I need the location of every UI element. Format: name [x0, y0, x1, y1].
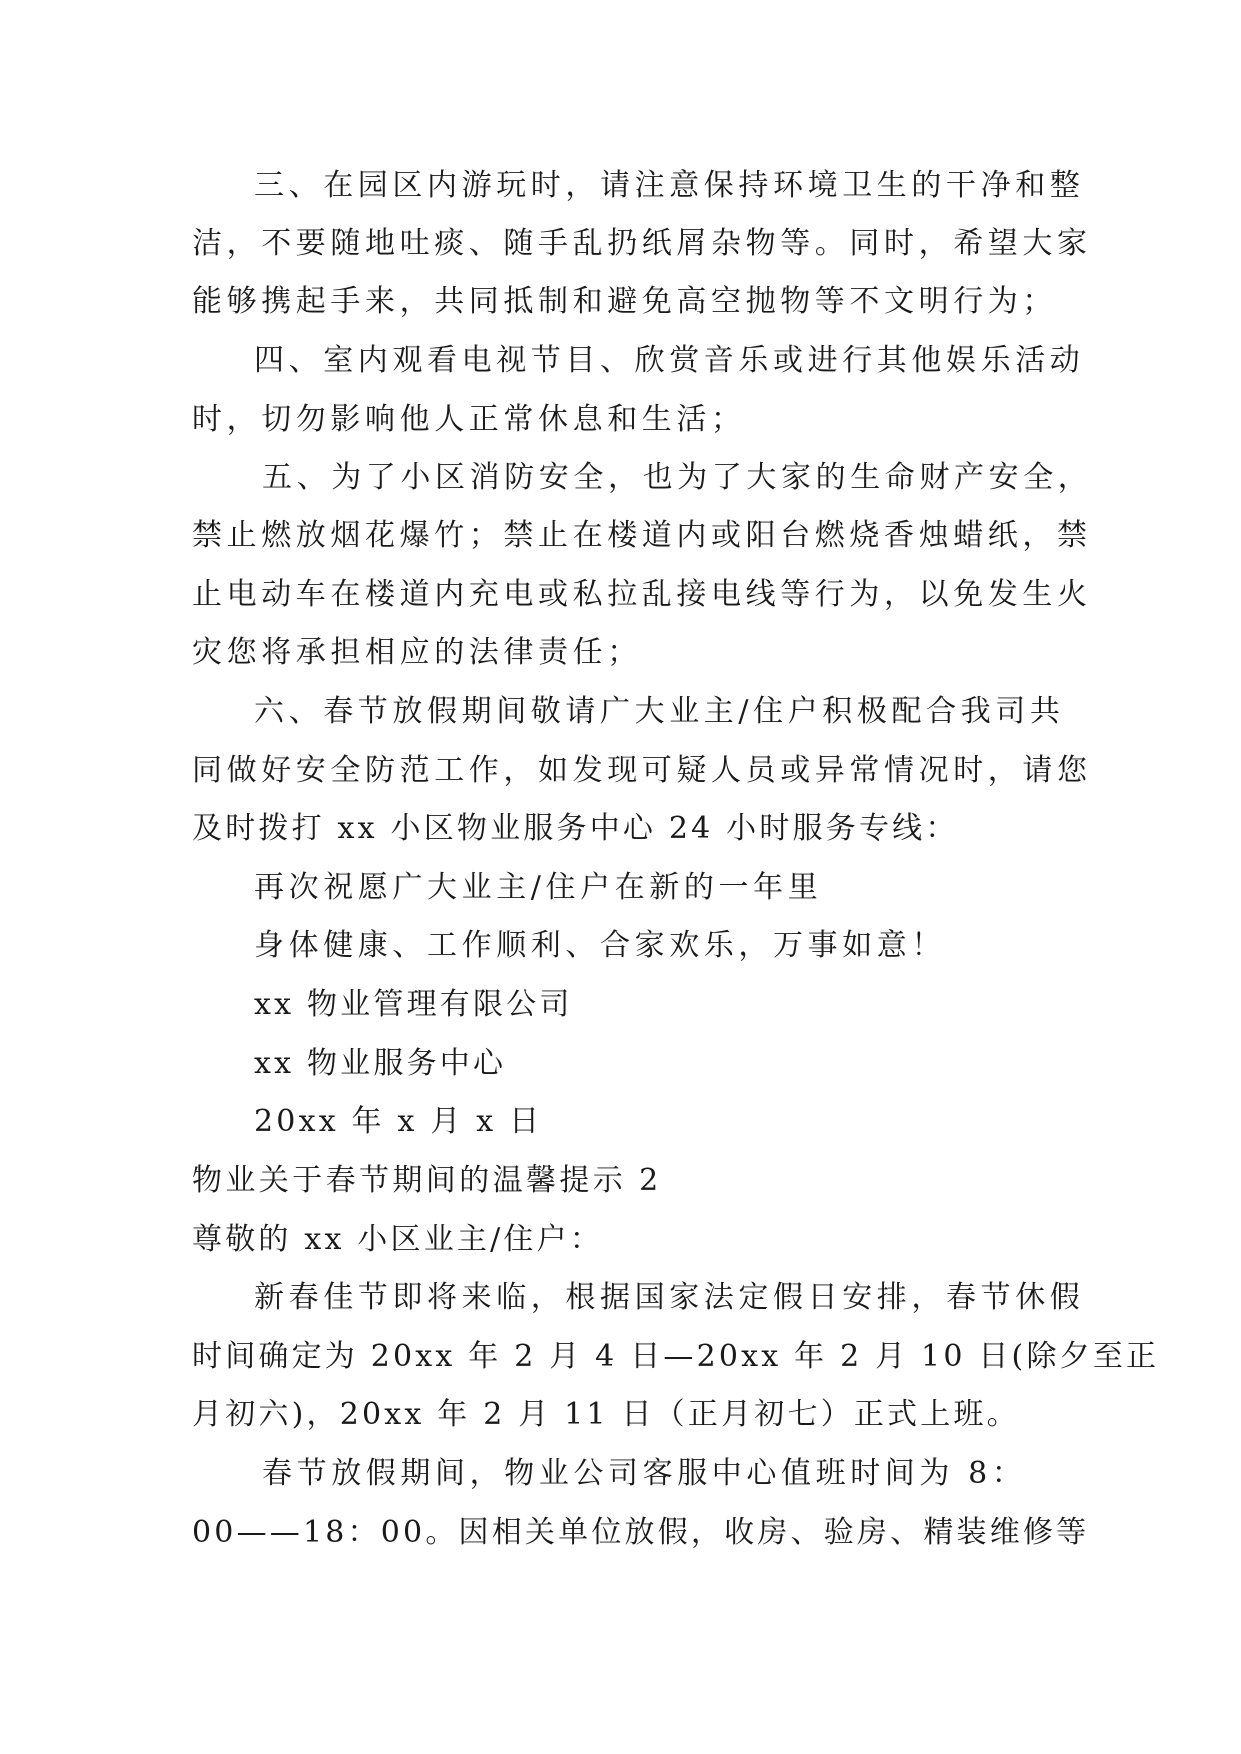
notice-paragraph-1-line-2: 时间确定为 20xx 年 2 月 4 日—20xx 年 2 月 10 日(除夕至正: [192, 1339, 1160, 1374]
paragraph-6-line-1: 六、春节放假期间敬请广大业主/住户积极配合我司共: [254, 694, 1065, 729]
paragraph-6-line-3: 及时拨打 xx 小区物业服务中心 24 小时服务专线：: [192, 811, 959, 846]
closing-wish-line-1: 再次祝愿广大业主/住户在新的一年里: [254, 870, 823, 905]
paragraph-3-line-3: 能够携起手来，共同抵制和避免高空抛物等不文明行为；: [192, 284, 1057, 319]
service-center-name: xx 物业服务中心: [254, 1046, 507, 1081]
notice-paragraph-1-line-1: 新春佳节即将来临，根据国家法定假日安排，春节休假: [254, 1280, 1085, 1315]
paragraph-6-line-2: 同做好安全防范工作，如发现可疑人员或异常情况时，请您: [192, 753, 1092, 788]
paragraph-5-line-4: 灾您将承担相应的法律责任；: [192, 635, 642, 670]
signature-date: 20xx 年 x 月 x 日: [254, 1104, 543, 1139]
paragraph-5-line-2: 禁止燃放烟花爆竹；禁止在楼道内或阳台燃烧香烛蜡纸，禁: [192, 518, 1092, 553]
paragraph-3-line-2: 洁，不要随地吐痰、随手乱扔纸屑杂物等。同时，希望大家: [192, 226, 1092, 261]
notice-paragraph-2-line-1: 春节放假期间，物业公司客服中心值班时间为 8：: [262, 1456, 1027, 1491]
paragraph-4-line-2: 时，切勿影响他人正常休息和生活；: [192, 402, 746, 437]
paragraph-5-line-1: 五、为了小区消防安全，也为了大家的生命财产安全，: [262, 460, 1093, 495]
paragraph-3-line-1: 三、在园区内游玩时，请注意保持环境卫生的干净和整: [254, 168, 1085, 203]
salutation: 尊敬的 xx 小区业主/住户：: [192, 1222, 604, 1257]
closing-wish-line-2: 身体健康、工作顺利、合家欢乐，万事如意！: [254, 928, 946, 963]
section-title: 物业关于春节期间的温馨提示 2: [192, 1163, 662, 1198]
notice-paragraph-2-line-2: 00——18：00。因相关单位放假，收房、验房、精装维修等: [192, 1515, 1090, 1550]
paragraph-5-line-3: 止电动车在楼道内充电或私拉乱接电线等行为，以免发生火: [192, 577, 1092, 612]
paragraph-4-line-1: 四、室内观看电视节目、欣赏音乐或进行其他娱乐活动: [254, 343, 1085, 378]
notice-paragraph-1-line-3: 月初六)，20xx 年 2 月 11 日（正月初七）正式上班。: [192, 1397, 1020, 1432]
company-name: xx 物业管理有限公司: [254, 987, 573, 1022]
